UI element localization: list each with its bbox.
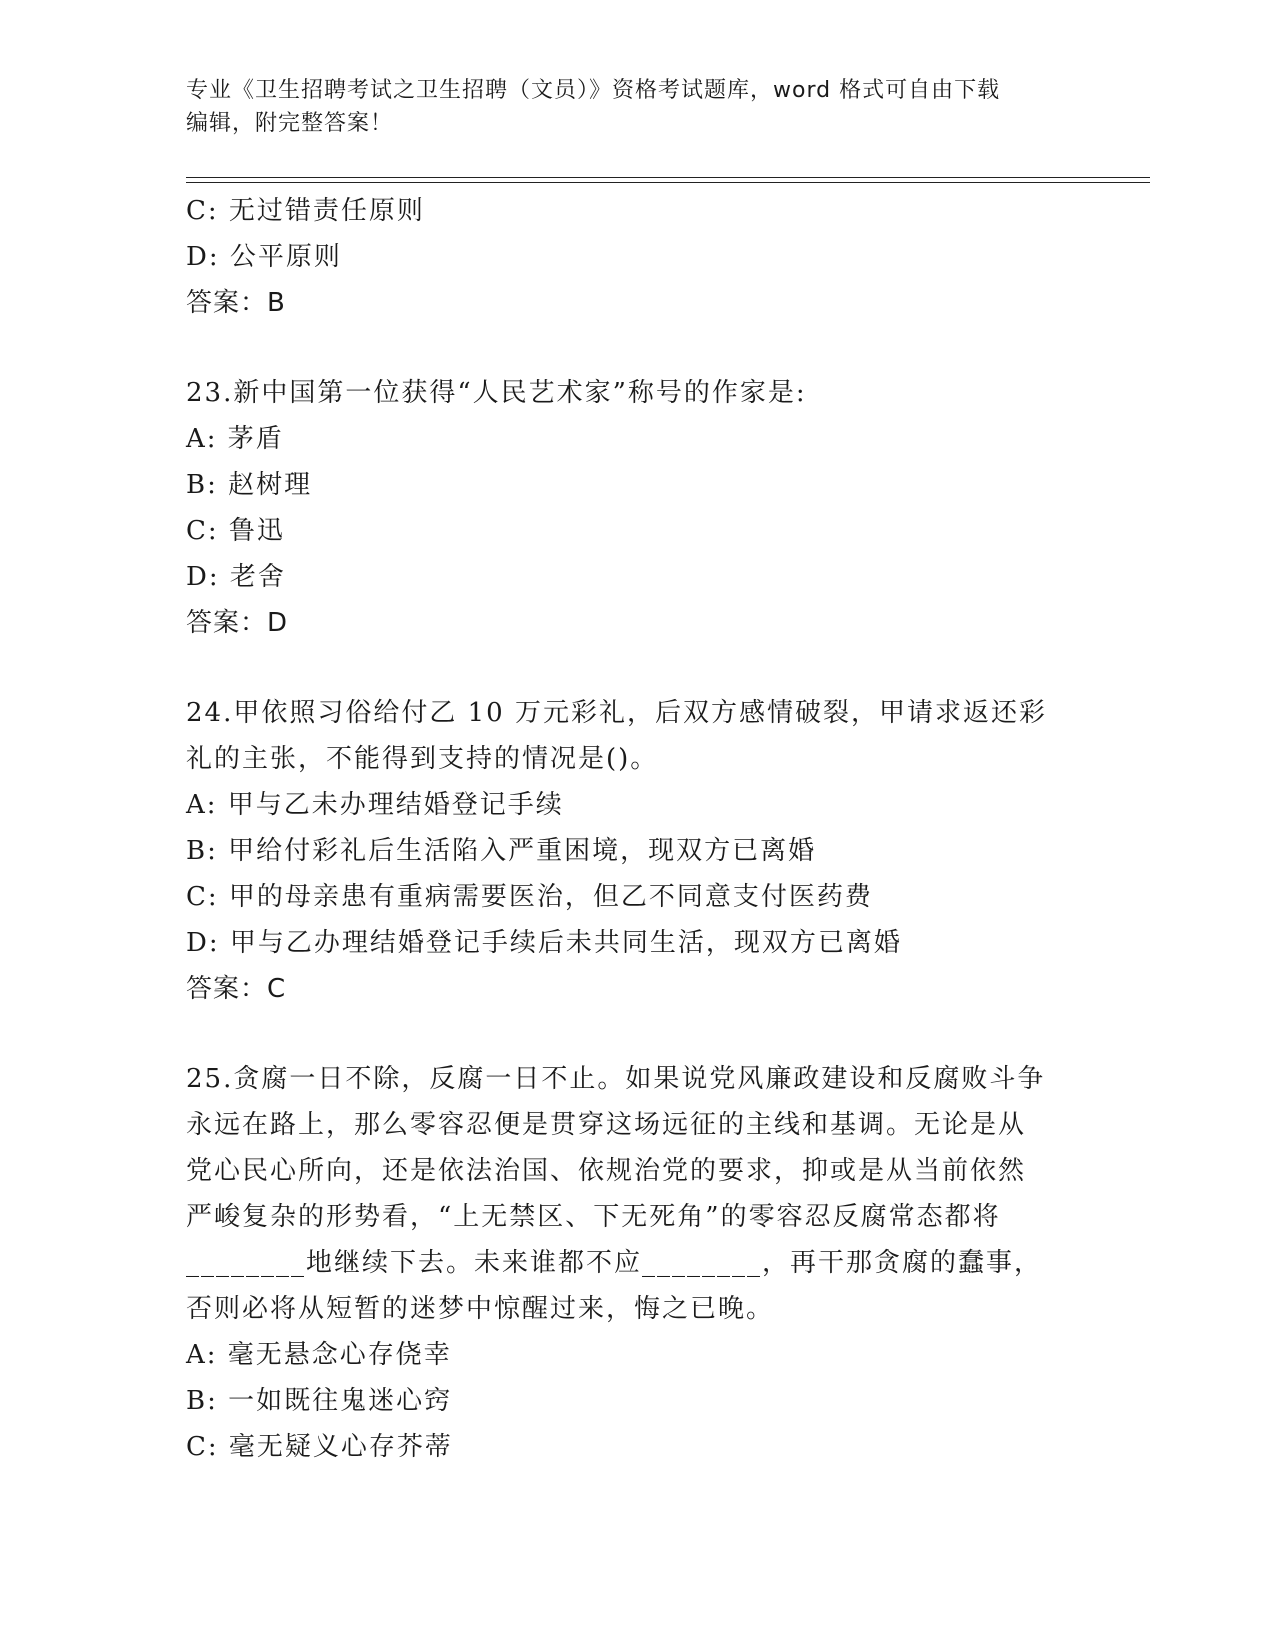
option-c: C: 甲的母亲患有重病需要医治，但乙不同意支付医药费	[186, 882, 873, 912]
page-header	[186, 74, 1086, 140]
question-23	[186, 370, 1086, 646]
option-c: C: 鲁迅	[186, 516, 285, 546]
option-b: B: 甲给付彩礼后生活陷入严重困境，现双方已离婚	[186, 836, 817, 866]
question-stem: 23.新中国第一位获得“人民艺术家”称号的作家是:	[186, 378, 807, 408]
header-line-1: 专业《卫生招聘考试之卫生招聘（文员）》资格考试题库，word 格式可自由下载	[186, 78, 1001, 103]
question-22-continued	[186, 188, 1086, 326]
spacer	[186, 326, 1086, 370]
header-line-2: 编辑，附完整答案！	[186, 111, 394, 136]
spacer	[186, 646, 1086, 690]
question-stem-line-1: 25.贪腐一日不除，反腐一日不止。如果说党风廉政建设和反腐败斗争	[186, 1064, 1046, 1094]
question-24	[186, 690, 1086, 1012]
header-rule-top	[186, 177, 1150, 178]
answer-line: 答案：C	[186, 974, 287, 1004]
option-b: B: 赵树理	[186, 470, 313, 500]
option-a: A: 茅盾	[186, 424, 284, 454]
option-a: A: 毫无悬念心存侥幸	[186, 1340, 452, 1370]
option-c: C: 毫无疑义心存芥蒂	[186, 1432, 453, 1462]
spacer	[186, 1012, 1086, 1056]
option-c: C: 无过错责任原则	[186, 196, 425, 226]
option-d: D: 老舍	[186, 562, 286, 592]
question-stem-line-5: ________地继续下去。未来谁都不应________，再干那贪腐的蠢事，	[186, 1248, 1043, 1278]
option-b: B: 一如既往鬼迷心窍	[186, 1386, 453, 1416]
answer-line: 答案：B	[186, 288, 286, 318]
question-stem-line-2: 礼的主张，不能得到支持的情况是()。	[186, 744, 659, 774]
option-d: D: 公平原则	[186, 242, 342, 272]
option-a: A: 甲与乙未办理结婚登记手续	[186, 790, 564, 820]
header-rule-bottom	[186, 182, 1150, 183]
question-stem-line-6: 否则必将从短暂的迷梦中惊醒过来，悔之已晚。	[186, 1294, 775, 1324]
answer-line: 答案：D	[186, 608, 289, 638]
question-stem-line-1: 24.甲依照习俗给付乙 10 万元彩礼，后双方感情破裂，甲请求返还彩	[186, 698, 1047, 728]
question-list	[186, 188, 1086, 1470]
option-d: D: 甲与乙办理结婚登记手续后未共同生活，现双方已离婚	[186, 928, 902, 958]
question-stem-line-3: 党心民心所向，还是依法治国、依规治党的要求，抑或是从当前依然	[186, 1156, 1027, 1186]
question-stem-line-4: 严峻复杂的形势看，“上无禁区、下无死角”的零容忍反腐常态都将	[186, 1202, 1001, 1232]
question-stem-line-2: 永远在路上，那么零容忍便是贯穿这场远征的主线和基调。无论是从	[186, 1110, 1027, 1140]
question-25	[186, 1056, 1086, 1470]
